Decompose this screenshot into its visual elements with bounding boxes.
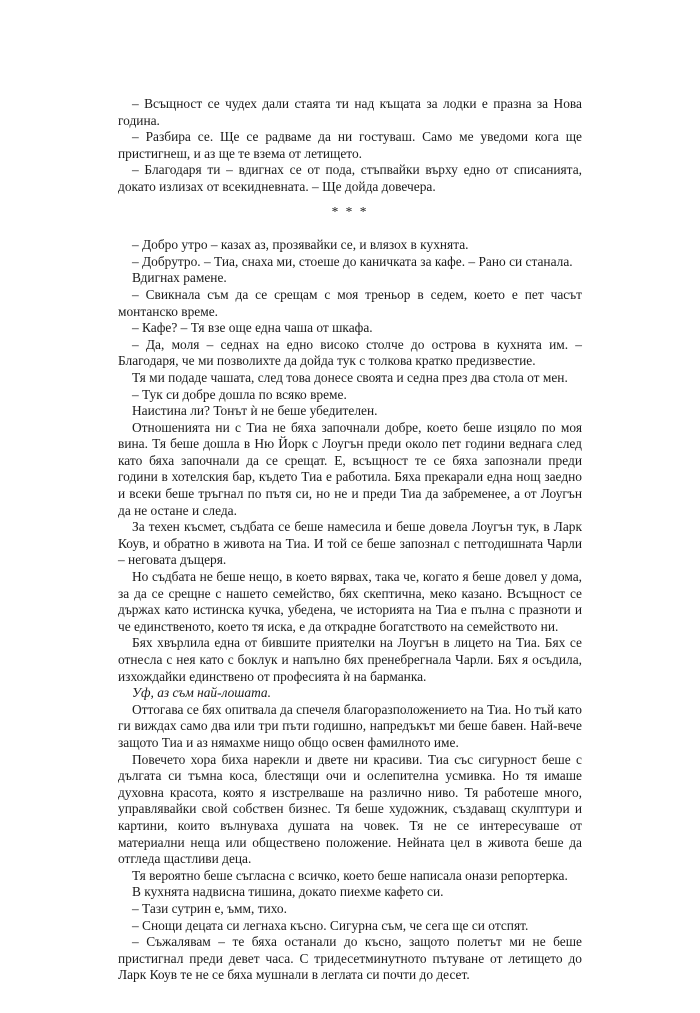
paragraph: – Разбира се. Ще се радваме да ни гостуваш. Само ме уведоми кога ще пристигнеш, и аз ще те взема от летището. xyxy=(118,129,582,161)
paragraph: – Всъщност се чудех дали стаята ти над къщата за лодки е празна за Нова година. xyxy=(118,96,582,128)
paragraph: – Тази сутрин е, ъмм, тихо. xyxy=(132,900,287,916)
paragraph: Отношенията ни с Тиа не бяха започнали добре, което беше изцяло по моя вина. Тя беше дошла в Ню Йорк с Лоугън преди около пет години веднага след като бяха започнали да се срещат. Е, всъщност те се бяха запознали преди години в хотелския бар, където Тиа е работила. Бяха прекарали една нощ заедно и всеки беше тръгнал по пътя си, но не и преди Тиа да забременее, а от Лоугън да не остане и следа. xyxy=(118,419,582,518)
paragraph: – Да, моля – седнах на едно високо столче до острова в кухнята им. – Благодаря, че ми позволихте да дойда тук с толкова кратко предизвестие. xyxy=(118,336,582,369)
paragraph: – Снощи децата си легнаха късно. Сигурна съм, че сега ще си отспят. xyxy=(132,917,529,933)
paragraph: – Свикнала съм да се срещам с моя треньор в седем, което е пет часът монтанско време. xyxy=(118,286,582,319)
document-text xyxy=(118,96,582,984)
paragraph: Но съдбата не беше нещо, в което вярвах, така че, когато я беше довел у дома, за да се срещне с нашето семейство, бях скептична, меко казано. Всъщност се държах като истинска кучка, убедена, че историята на Тиа е пълна с празноти и че единственото, което тя иска, е да открадне богатството на семейството ни. xyxy=(118,569,582,634)
paragraph: Тя ми подаде чашата, след това донесе своята и седна през два стола от мен. xyxy=(132,369,568,385)
paragraph: Повечето хора биха нарекли и двете ни красиви. Тиа със сигурност беше с дългата си тъмна коса, блестящи очи и ослепителна усмивка. Но тя имаше духовна красота, която я изстрелваше на различно ниво. Тя работеше много, управлявайки свой собствен бизнес. Тя беше художник, създаващ скулптури и картини, които вълнуваха душата на човек. Тя не се интересуваше от материални неща или обществено положение. Нейната цел в живота беше да отгледа щастливи деца. xyxy=(118,751,582,867)
paragraph: Бях хвърлила една от бившите приятелки на Лоугън в лицето на Тиа. Бях се отнесла с нея като с боклук и напълно бях пренебрегнала Чарли. Бях я осъдила, изхождайки единствено от професията ѝ на барманка. xyxy=(118,635,582,684)
paragraph: Вдигнах рамене. xyxy=(132,270,227,286)
paragraph: Наистина ли? Тонът ѝ не беше убедителен. xyxy=(132,403,378,419)
paragraph: В кухнята надвисна тишина, докато пиехме кафето си. xyxy=(132,884,444,900)
paragraph: – Благодаря ти – вдигнах се от пода, стъпвайки върху едно от списанията, докато излизах от всекидневната. – Ще дойда довечера. xyxy=(118,162,582,194)
paragraph: Тя вероятно беше съгласна с всичко, което беше написала онази репортерка. xyxy=(132,867,568,883)
italic-thought: Уф, аз съм най-лошата. xyxy=(132,685,271,701)
paragraph: За техен късмет, съдбата се беше намесила и беше довела Лоугън тук, в Ларк Коув, и обратно в живота на Тиа. И той се беше запознал с петгодишната Чарли – неговата дъщеря. xyxy=(118,519,582,568)
paragraph: – Кафе? – Тя взе още една чаша от шкафа. xyxy=(132,320,373,336)
paragraph: – Добро утро – казах аз, прозявайки се, и влязох в кухнята. xyxy=(132,237,469,253)
paragraph: – Съжалявам – те бяха останали до късно, защото полетът ми не беше пристигнал преди девет часа. С тридесетминутното пътуване от летището до Ларк Коув те не се бяха мушнали в леглата си почти до десет. xyxy=(118,934,582,983)
paragraph: – Добрутро. – Тиа, снаха ми, стоеше до каничката за кафе. – Рано си станала. xyxy=(132,253,573,269)
paragraph: Оттогава се бях опитвала да спечеля благоразположението на Тиа. Но тъй като ги виждах само два или три пъти годишно, напредъкът ми беше бавен. Най-вече защото Тиа и аз нямахме нищо общо освен фамилното име. xyxy=(118,701,582,750)
scene-separator: * * * xyxy=(331,203,369,219)
paragraph: – Тук си добре дошла по всяко време. xyxy=(132,386,347,402)
